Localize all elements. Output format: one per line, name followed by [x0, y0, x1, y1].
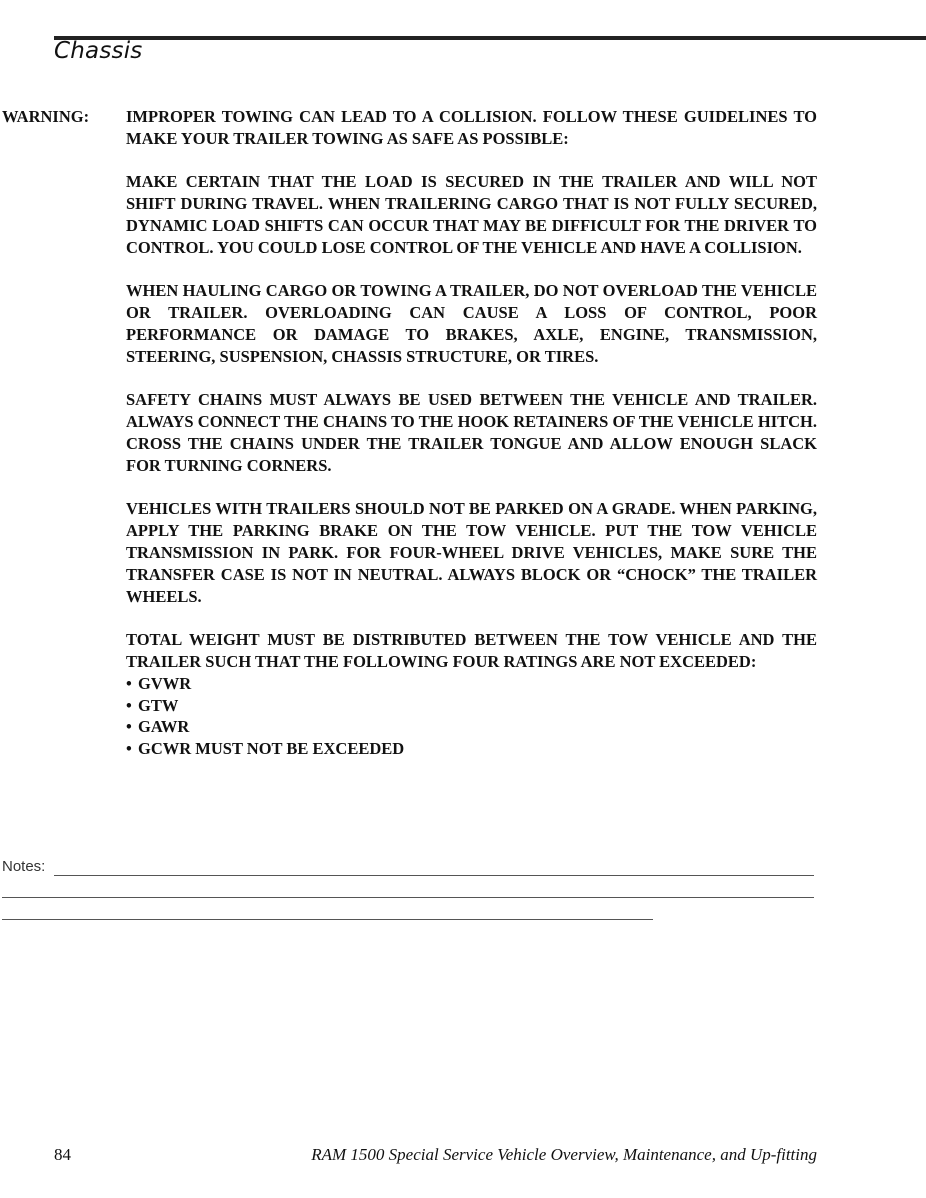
footer-document-title: RAM 1500 Special Service Vehicle Overview, Maintenance, and Up-fitting [311, 1145, 817, 1164]
bullet-icon: • [126, 673, 132, 693]
warning-paragraph: WHEN HAULING CARGO OR TOWING A TRAILER, DO NOT OVERLOAD THE VEHICLE OR TRAILER. OVERLOADING CAN CAUSE A LOSS OF CONTROL, POOR PERFORMANCE OR DAMAGE TO BRAKES, AXLE, ENGINE, TRANSMISSION, STEERING, SUSPENSION, CHASSIS STRUCTURE, OR TIRES. [126, 281, 817, 366]
notes-rule [54, 875, 814, 876]
notes-label: Notes: [2, 858, 46, 875]
warning-paragraph: IMPROPER TOWING CAN LEAD TO A COLLISION. FOLLOW THESE GUIDELINES TO MAKE YOUR TRAILER TOWING AS SAFE AS POSSIBLE: [126, 107, 817, 148]
notes-section [2, 856, 814, 922]
header-rule [54, 36, 926, 40]
warning-paragraph: VEHICLES WITH TRAILERS SHOULD NOT BE PARKED ON A GRADE. WHEN PARKING, APPLY THE PARKING BRAKE ON THE TOW VEHICLE. PUT THE TOW VEHICLE TRANSMISSION IN PARK. FOR FOUR-WHEEL DRIVE VEHICLES, MAKE SURE THE TRANSFER CASE IS NOT IN NEUTRAL. ALWAYS BLOCK OR “CHOCK” THE TRAILER WHEELS. [126, 499, 817, 606]
list-item-text: GCWR MUST NOT BE EXCEEDED [138, 739, 405, 759]
notes-line [2, 900, 814, 922]
bullet-icon: • [126, 695, 132, 715]
warning-body [126, 106, 817, 760]
bullet-icon: • [126, 739, 132, 759]
notes-line [2, 856, 814, 878]
list-item-text: GTW [138, 695, 179, 715]
warning-paragraph: MAKE CERTAIN THAT THE LOAD IS SECURED IN THE TRAILER AND WILL NOT SHIFT DURING TRAVEL. WHEN TRAILERING CARGO THAT IS NOT FULLY SECURED, DYNAMIC LOAD SHIFTS CAN OCCUR THAT MAY BE DIFFICULT FOR THE DRIVER TO CONTROL. YOU COULD LOSE CONTROL OF THE VEHICLE AND HAVE A COLLISION. [126, 172, 817, 257]
list-item [126, 716, 817, 738]
list-item-text: GVWR [138, 673, 192, 693]
notes-rule [2, 897, 814, 898]
section-title: Chassis [54, 38, 143, 64]
warning-paragraph: SAFETY CHAINS MUST ALWAYS BE USED BETWEEN THE VEHICLE AND TRAILER. ALWAYS CONNECT THE CHAINS TO THE HOOK RETAINERS OF THE VEHICLE HITCH. CROSS THE CHAINS UNDER THE TRAILER TONGUE AND ALLOW ENOUGH SLACK FOR TURNING CORNERS. [126, 390, 817, 475]
bullet-icon: • [126, 717, 132, 737]
list-item [126, 673, 817, 695]
ratings-list [126, 673, 817, 760]
page-number: 84 [54, 1145, 71, 1164]
notes-line [2, 878, 814, 900]
list-item [126, 738, 817, 760]
list-item-text: GAWR [138, 717, 190, 737]
warning-paragraph: TOTAL WEIGHT MUST BE DISTRIBUTED BETWEEN THE TOW VEHICLE AND THE TRAILER SUCH THAT THE FOLLOWING FOUR RATINGS ARE NOT EXCEEDED: [126, 630, 817, 671]
list-item [126, 695, 817, 717]
notes-rule [2, 919, 653, 920]
warning-label: WARNING: [2, 107, 90, 126]
